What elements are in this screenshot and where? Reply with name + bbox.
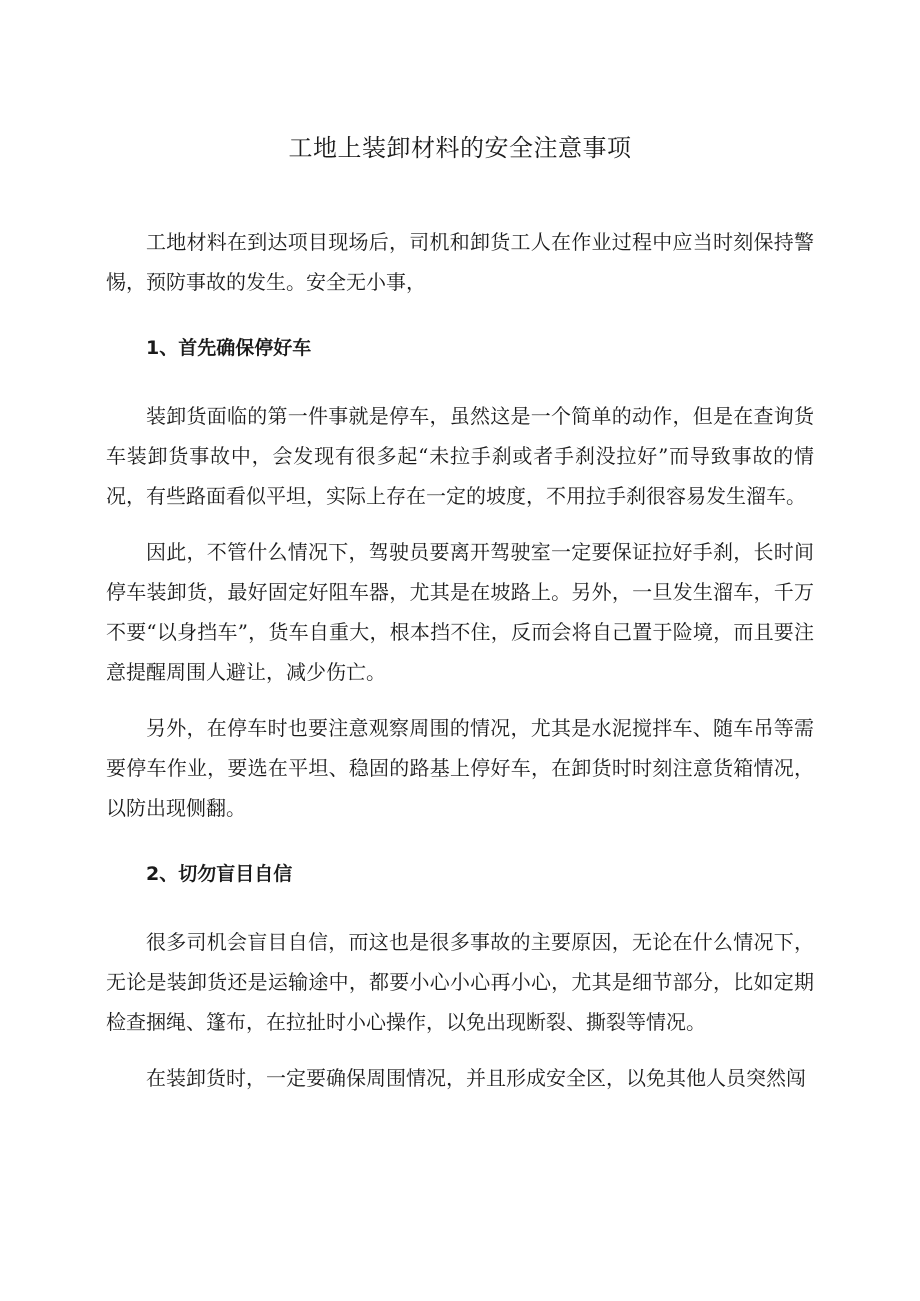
section-heading: 1、首先确保停好车 [146, 337, 312, 359]
intro-paragraph: 工地材料在到达项目现场后，司机和卸货工人在作业过程中应当时刻保持警惕，预防事故的发生。安全无小事， [106, 230, 814, 294]
section-1 [106, 318, 814, 828]
section-paragraph: 因此，不管什么情况下，驾驶员要离开驾驶室一定要保证拉好手刹，长时间停车装卸货，最好固定好阻车器，尤其是在坡路上。另外，一旦发生溜车，千万不要“以身挡车”，货车自重大，根本挡不住，反而会将自己置于险境，而且要注意提醒周围人避让，减少伤亡。 [106, 540, 814, 684]
section-paragraph: 很多司机会盲目自信，而这也是很多事故的主要原因，无论在什么情况下，无论是装卸货还是运输途中，都要小心小心再小心，尤其是细节部分，比如定期检查捆绳、篷布，在拉扯时小心操作，以免出现断裂、撕裂等情况。 [106, 930, 814, 1034]
section-2 [106, 844, 814, 1098]
section-heading: 2、切勿盲目自信 [146, 863, 293, 885]
section-paragraph: 装卸货面临的第一件事就是停车，虽然这是一个简单的动作，但是在查询货车装卸货事故中，会发现有很多起“未拉手刹或者手刹没拉好”而导致事故的情况，有些路面看似平坦，实际上存在一定的坡度，不用拉手刹很容易发生溜车。 [106, 404, 814, 508]
document-body [106, 222, 814, 1114]
document-title: 工地上装卸材料的安全注意事项 [288, 134, 632, 162]
section-paragraph: 另外，在停车时也要注意观察周围的情况，尤其是水泥搅拌车、随车吊等需要停车作业，要选在平坦、稳固的路基上停好车，在卸货时时刻注意货箱情况，以防出现侧翻。 [106, 716, 814, 820]
section-paragraph: 在装卸货时，一定要确保周围情况，并且形成安全区，以免其他人员突然闯 [146, 1066, 806, 1090]
